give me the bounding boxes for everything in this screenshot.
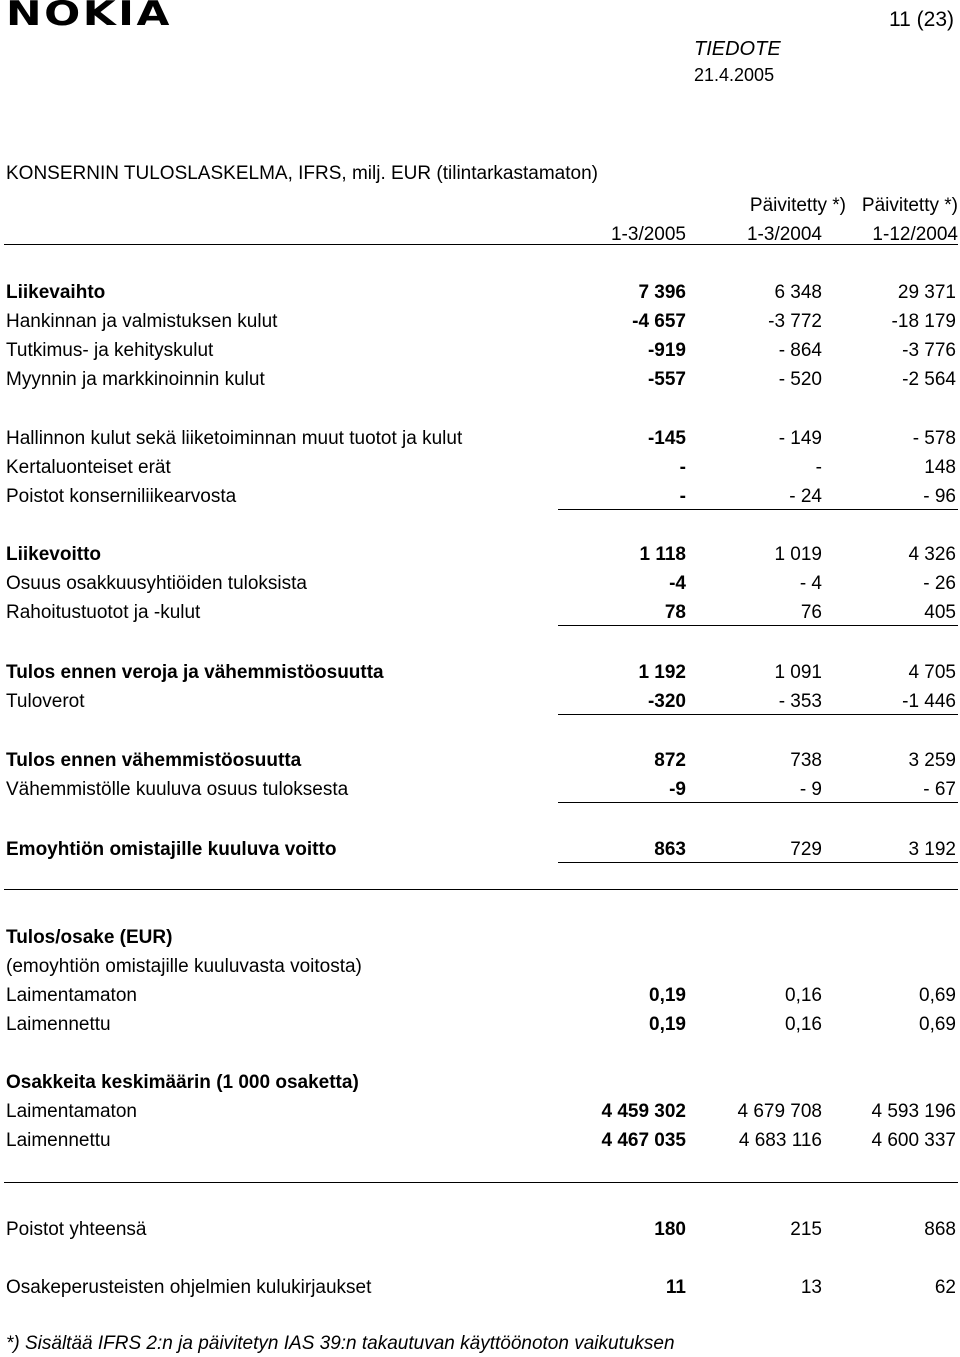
table-row <box>0 307 960 336</box>
value-q1-2004: - 4 <box>799 573 822 594</box>
value-2005: - <box>679 457 686 478</box>
table-row <box>0 775 960 804</box>
value-2005: -320 <box>647 691 686 712</box>
shares-heading: Osakkeita keskimäärin (1 000 osaketta) <box>6 1072 359 1093</box>
table-row <box>0 540 960 569</box>
value-fy-2004: -1 446 <box>902 691 956 712</box>
table-row <box>0 1273 960 1302</box>
table-row <box>0 424 960 453</box>
value-2005: 180 <box>654 1219 686 1240</box>
value-fy-2004: 405 <box>924 602 956 623</box>
value-fy-2004: 62 <box>934 1277 956 1298</box>
value-2005: 7 396 <box>638 282 686 303</box>
value-2005: -145 <box>647 428 686 449</box>
column-2-period: 1-3/2004 <box>746 224 822 245</box>
value-2005: 4 467 035 <box>601 1130 686 1151</box>
table-row <box>0 569 960 598</box>
row-label: Kertaluonteiset erät <box>6 457 171 478</box>
column-2-note: Päivitetty *) <box>749 195 846 216</box>
value-2005: 4 459 302 <box>601 1101 686 1122</box>
eps-subheading-row <box>0 952 960 981</box>
eps-subheading: (emoyhtiön omistajille kuuluvasta voitosta) <box>6 956 362 977</box>
value-2005: 0,19 <box>649 1014 686 1035</box>
value-fy-2004: - 67 <box>923 779 956 800</box>
value-2005: -919 <box>647 340 686 361</box>
value-q1-2004: 6 348 <box>774 282 822 303</box>
value-q1-2004: 738 <box>790 750 822 771</box>
table-row <box>0 1126 960 1155</box>
table-row <box>0 336 960 365</box>
value-q1-2004: 215 <box>790 1219 822 1240</box>
subtotal-rule <box>558 509 958 510</box>
row-label: Osuus osakkuusyhtiöiden tuloksista <box>6 573 307 594</box>
value-fy-2004: 3 259 <box>908 750 956 771</box>
row-label: Rahoitustuotot ja -kulut <box>6 602 201 623</box>
value-2005: 863 <box>654 839 686 860</box>
value-2005: -4 657 <box>632 311 686 332</box>
value-q1-2004: - 149 <box>778 428 822 449</box>
value-fy-2004: 4 593 196 <box>871 1101 956 1122</box>
page-title: KONSERNIN TULOSLASKELMA, IFRS, milj. EUR (tilintarkastamaton) <box>6 163 598 184</box>
value-2005: -557 <box>647 369 686 390</box>
column-1-period: 1-3/2005 <box>610 224 686 245</box>
value-2005: 1 118 <box>639 544 686 565</box>
row-label: Laimennettu <box>6 1014 111 1035</box>
table-row <box>0 658 960 687</box>
value-fy-2004: 4 326 <box>908 544 956 565</box>
value-q1-2004: - 9 <box>799 779 822 800</box>
value-q1-2004: 4 679 708 <box>737 1101 822 1122</box>
total-rule <box>558 862 958 863</box>
table-row <box>0 687 960 716</box>
table-row <box>0 278 960 307</box>
row-label: Laimennettu <box>6 1130 111 1151</box>
row-label: Hallinnon kulut sekä liiketoiminnan muut tuotot ja kulut <box>6 428 463 449</box>
row-label: Poistot konserniliikearvosta <box>6 486 237 507</box>
value-2005: -9 <box>669 779 686 800</box>
table-row <box>0 482 960 511</box>
value-2005: 78 <box>664 602 686 623</box>
value-q1-2004: - 520 <box>778 369 822 390</box>
value-q1-2004: - <box>815 457 822 478</box>
table-row <box>0 598 960 627</box>
row-label: Laimentamaton <box>6 985 137 1006</box>
row-label: Tuloverot <box>6 691 85 712</box>
row-label: Osakeperusteisten ohjelmien kulukirjaukset <box>6 1277 372 1298</box>
table-row <box>0 365 960 394</box>
value-fy-2004: -18 179 <box>891 311 956 332</box>
table-row <box>0 453 960 482</box>
value-fy-2004: 3 192 <box>908 839 956 860</box>
page-number: 11 (23) <box>889 8 954 31</box>
value-2005: - <box>679 486 686 507</box>
row-label: Liikevaihto <box>6 282 106 303</box>
eps-heading-row <box>0 923 960 952</box>
value-q1-2004: -3 772 <box>768 311 822 332</box>
document-type: TIEDOTE <box>694 38 781 60</box>
row-label: Vähemmistölle kuuluva osuus tuloksesta <box>6 779 349 800</box>
value-fy-2004: 4 600 337 <box>871 1130 956 1151</box>
value-fy-2004: 4 705 <box>908 662 956 683</box>
value-fy-2004: - 26 <box>923 573 956 594</box>
row-label: Laimentamaton <box>6 1101 137 1122</box>
row-label: Liikevoitto <box>6 544 102 565</box>
value-2005: 11 <box>665 1277 686 1298</box>
value-fy-2004: -3 776 <box>902 340 956 361</box>
value-q1-2004: 4 683 116 <box>738 1130 822 1151</box>
value-q1-2004: 13 <box>800 1277 822 1298</box>
table-row <box>0 746 960 775</box>
header-rule <box>4 244 958 245</box>
row-label: Myynnin ja markkinoinnin kulut <box>6 369 265 390</box>
document-date: 21.4.2005 <box>694 65 775 85</box>
value-2005: 0,19 <box>649 985 686 1006</box>
table-row <box>0 1215 960 1244</box>
value-2005: 1 192 <box>638 662 686 683</box>
value-q1-2004: 0,16 <box>785 985 822 1006</box>
section-rule <box>4 1182 958 1183</box>
value-fy-2004: 0,69 <box>919 1014 956 1035</box>
value-q1-2004: 1 019 <box>774 544 822 565</box>
subtotal-rule <box>558 714 958 715</box>
value-q1-2004: 76 <box>800 602 822 623</box>
table-row <box>0 1097 960 1126</box>
value-q1-2004: - 864 <box>778 340 822 361</box>
subtotal-rule <box>558 802 958 803</box>
column-3-note: Päivitetty *) <box>861 195 958 216</box>
row-label: Tulos ennen veroja ja vähemmistöosuutta <box>6 662 384 683</box>
value-fy-2004: 868 <box>924 1219 956 1240</box>
row-label: Poistot yhteensä <box>6 1219 147 1240</box>
value-fy-2004: -2 564 <box>902 369 956 390</box>
row-label: Hankinnan ja valmistuksen kulut <box>6 311 278 332</box>
eps-heading: Tulos/osake (EUR) <box>6 927 173 948</box>
footnote: *) Sisältää IFRS 2:n ja päivitetyn IAS 39:n takautuvan käyttöönoton vaikutuksen <box>6 1333 675 1354</box>
row-label: Tulos ennen vähemmistöosuutta <box>6 750 302 771</box>
value-2005: 872 <box>654 750 686 771</box>
value-fy-2004: 0,69 <box>919 985 956 1006</box>
value-q1-2004: 729 <box>790 839 822 860</box>
nokia-logo: NOKIA <box>6 0 172 34</box>
table-row <box>0 835 960 864</box>
row-label: Tutkimus- ja kehityskulut <box>6 340 214 361</box>
column-3-period: 1-12/2004 <box>872 224 958 245</box>
row-label: Emoyhtiön omistajille kuuluva voitto <box>6 839 337 860</box>
value-q1-2004: - 24 <box>789 486 822 507</box>
value-q1-2004: 0,16 <box>785 1014 822 1035</box>
shares-heading-row <box>0 1068 960 1097</box>
subtotal-rule <box>558 625 958 626</box>
value-q1-2004: 1 091 <box>774 662 822 683</box>
table-row <box>0 981 960 1010</box>
value-fy-2004: 148 <box>924 457 956 478</box>
value-q1-2004: - 353 <box>778 691 822 712</box>
table-row <box>0 1010 960 1039</box>
section-rule <box>4 889 958 890</box>
value-fy-2004: - 96 <box>923 486 956 507</box>
value-fy-2004: 29 371 <box>897 282 956 303</box>
value-fy-2004: - 578 <box>912 428 956 449</box>
value-2005: -4 <box>669 573 686 594</box>
